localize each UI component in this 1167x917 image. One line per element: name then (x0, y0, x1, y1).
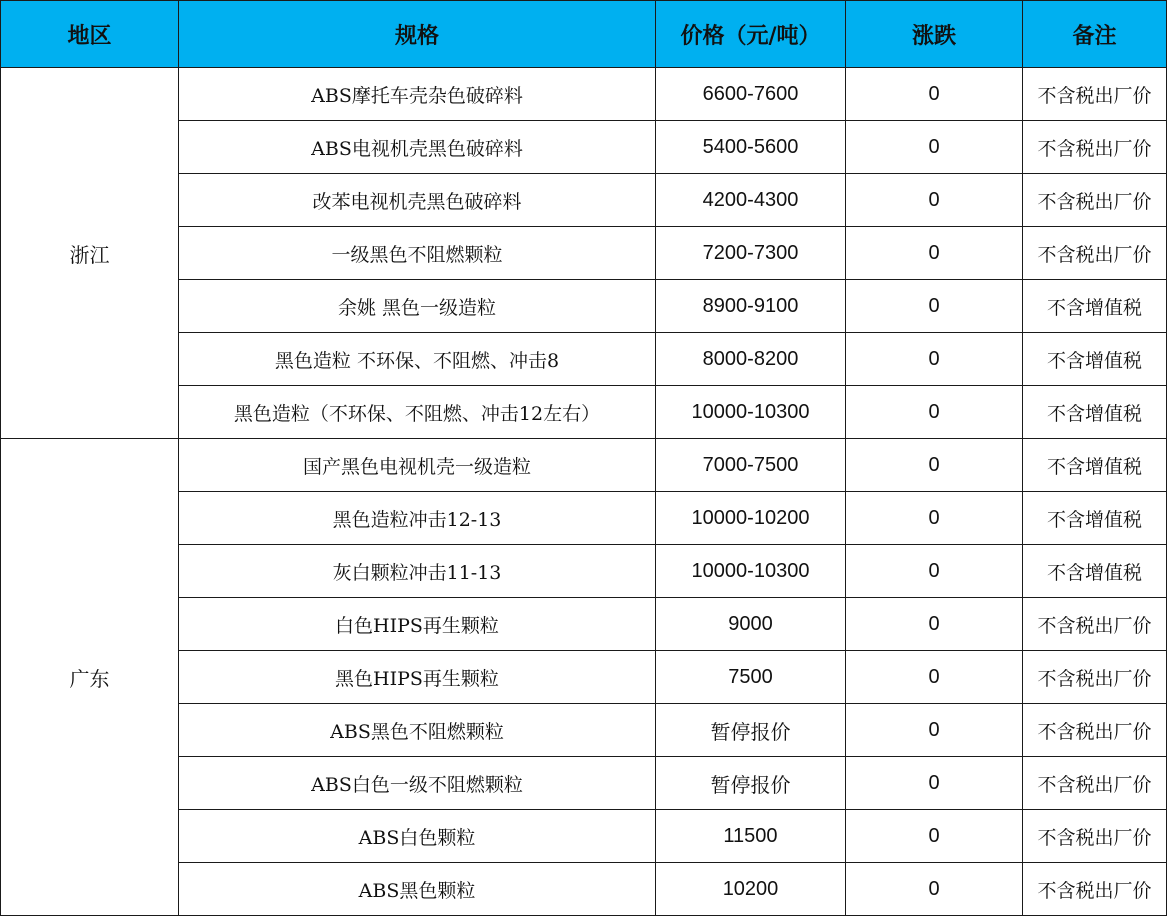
note-cell: 不含增值税 (1023, 333, 1167, 386)
note-cell: 不含税出厂价 (1023, 174, 1167, 227)
header-row (1, 1, 1167, 68)
price-cell: 7200-7300 (656, 227, 846, 280)
table-row (1, 439, 1167, 492)
spec-cell: ABS白色颗粒 (179, 810, 656, 863)
header-note: 备注 (1023, 1, 1167, 68)
price-cell: 10000-10200 (656, 492, 846, 545)
change-cell: 0 (846, 651, 1023, 704)
price-cell: 暂停报价 (656, 704, 846, 757)
spec-cell: 国产黑色电视机壳一级造粒 (179, 439, 656, 492)
spec-cell: 黑色HIPS再生颗粒 (179, 651, 656, 704)
note-cell: 不含增值税 (1023, 386, 1167, 439)
note-cell: 不含增值税 (1023, 280, 1167, 333)
note-cell: 不含税出厂价 (1023, 598, 1167, 651)
spec-cell: 余姚 黑色一级造粒 (179, 280, 656, 333)
spec-cell: ABS白色一级不阻燃颗粒 (179, 757, 656, 810)
region-cell: 浙江 (1, 68, 179, 439)
change-cell: 0 (846, 545, 1023, 598)
note-cell: 不含税出厂价 (1023, 757, 1167, 810)
change-cell: 0 (846, 333, 1023, 386)
price-cell: 11500 (656, 810, 846, 863)
price-cell: 8900-9100 (656, 280, 846, 333)
change-cell: 0 (846, 121, 1023, 174)
spec-cell: ABS摩托车壳杂色破碎料 (179, 68, 656, 121)
spec-cell: 灰白颗粒冲击11-13 (179, 545, 656, 598)
change-cell: 0 (846, 386, 1023, 439)
spec-cell: 白色HIPS再生颗粒 (179, 598, 656, 651)
spec-cell: ABS黑色不阻燃颗粒 (179, 704, 656, 757)
price-cell: 10000-10300 (656, 386, 846, 439)
spec-cell: 黑色造粒（不环保、不阻燃、冲击12左右） (179, 386, 656, 439)
price-cell: 8000-8200 (656, 333, 846, 386)
note-cell: 不含税出厂价 (1023, 863, 1167, 916)
change-cell: 0 (846, 704, 1023, 757)
note-cell: 不含增值税 (1023, 439, 1167, 492)
change-cell: 0 (846, 227, 1023, 280)
note-cell: 不含增值税 (1023, 492, 1167, 545)
price-cell: 10200 (656, 863, 846, 916)
spec-cell: 黑色造粒 不环保、不阻燃、冲击8 (179, 333, 656, 386)
table-row (1, 68, 1167, 121)
change-cell: 0 (846, 68, 1023, 121)
price-cell: 7500 (656, 651, 846, 704)
header-region: 地区 (1, 1, 179, 68)
table-body (1, 68, 1167, 916)
change-cell: 0 (846, 492, 1023, 545)
note-cell: 不含税出厂价 (1023, 121, 1167, 174)
region-cell: 广东 (1, 439, 179, 916)
spec-cell: 一级黑色不阻燃颗粒 (179, 227, 656, 280)
table-header (1, 1, 1167, 68)
price-cell: 9000 (656, 598, 846, 651)
price-cell: 10000-10300 (656, 545, 846, 598)
note-cell: 不含增值税 (1023, 545, 1167, 598)
note-cell: 不含税出厂价 (1023, 68, 1167, 121)
note-cell: 不含税出厂价 (1023, 651, 1167, 704)
spec-cell: ABS电视机壳黑色破碎料 (179, 121, 656, 174)
change-cell: 0 (846, 810, 1023, 863)
change-cell: 0 (846, 439, 1023, 492)
note-cell: 不含税出厂价 (1023, 810, 1167, 863)
spec-cell: 黑色造粒冲击12-13 (179, 492, 656, 545)
change-cell: 0 (846, 598, 1023, 651)
note-cell: 不含税出厂价 (1023, 227, 1167, 280)
price-cell: 6600-7600 (656, 68, 846, 121)
price-cell: 暂停报价 (656, 757, 846, 810)
price-cell: 4200-4300 (656, 174, 846, 227)
spec-cell: 改苯电视机壳黑色破碎料 (179, 174, 656, 227)
header-change: 涨跌 (846, 1, 1023, 68)
change-cell: 0 (846, 280, 1023, 333)
change-cell: 0 (846, 174, 1023, 227)
header-price: 价格（元/吨） (656, 1, 846, 68)
change-cell: 0 (846, 863, 1023, 916)
spec-cell: ABS黑色颗粒 (179, 863, 656, 916)
price-cell: 7000-7500 (656, 439, 846, 492)
header-spec: 规格 (179, 1, 656, 68)
change-cell: 0 (846, 757, 1023, 810)
price-cell: 5400-5600 (656, 121, 846, 174)
note-cell: 不含税出厂价 (1023, 704, 1167, 757)
